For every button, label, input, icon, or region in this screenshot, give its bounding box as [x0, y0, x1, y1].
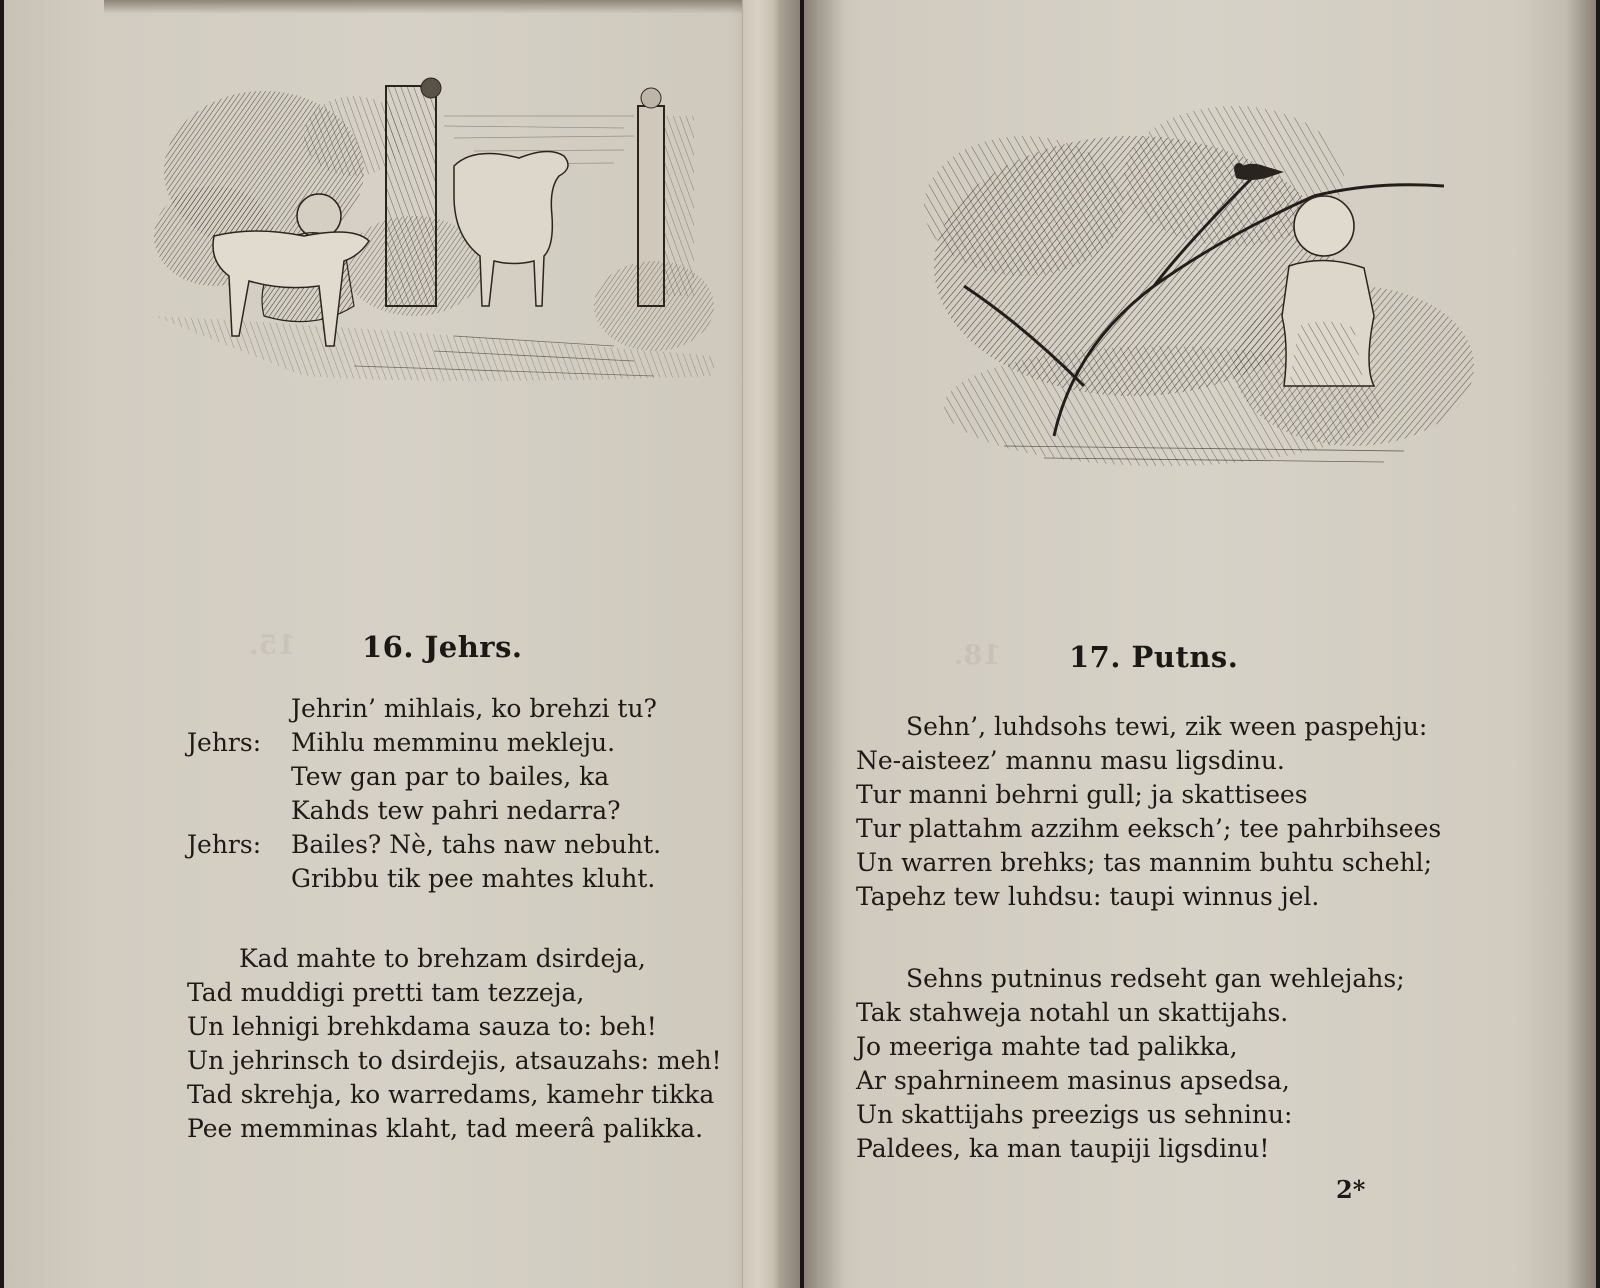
bleed-through-text: 15.	[249, 630, 296, 661]
stanza-1	[187, 692, 707, 896]
left-page	[4, 0, 800, 1288]
page-edges	[1566, 0, 1596, 1288]
stanza-1	[856, 710, 1456, 914]
verse-line: Ar spahrnineem masinus apsedsa,	[856, 1066, 1290, 1095]
page-edges	[742, 0, 781, 1288]
verse-line	[187, 794, 707, 828]
verse-text: Mihlu memminu mekleju.	[291, 728, 616, 757]
verse-line: Jo meeriga mahte tad palikka,	[856, 1032, 1238, 1061]
verse-line: Sehns putninus redseht gan wehlejahs;	[906, 964, 1405, 993]
verse-line	[187, 828, 707, 862]
boy-with-lambs-engraving-icon	[154, 76, 714, 406]
speaker-label: Jehrs:	[187, 830, 262, 859]
verse-line	[187, 862, 707, 896]
verse-line: Paldees, ka man taupiji ligsdinu!	[856, 1134, 1270, 1163]
left-illustration	[154, 76, 714, 406]
verse-line	[187, 692, 707, 726]
right-illustration	[904, 86, 1484, 486]
stanza-2	[856, 962, 1456, 1166]
verse-line: Tur plattahm azzihm eeksch’; tee pahrbihsees	[856, 814, 1442, 843]
verse-line: Sehn’, luhdsohs tewi, zik ween paspehju:	[906, 712, 1428, 741]
verse-line	[187, 760, 707, 794]
verse-line	[187, 726, 707, 760]
stanza-2	[187, 942, 727, 1146]
verse-line: Tak stahweja notahl un skattijahs.	[856, 998, 1289, 1027]
speaker-label: Jehrs:	[187, 728, 262, 757]
verse-text: Tew gan par to bailes, ka	[291, 762, 610, 791]
child-with-bird-bush-engraving-icon	[904, 86, 1484, 486]
poem-title: 17. Putns.	[1069, 640, 1239, 674]
page-number: 2*	[1336, 1175, 1366, 1204]
poem-title: 16. Jehrs.	[362, 630, 523, 664]
verse-line: Un warren brehks; tas mannim buhtu schehl;	[856, 848, 1433, 877]
verse-line: Un jehrinsch to dsirdejis, atsauzahs: meh!	[187, 1046, 722, 1075]
verse-line: Tur manni behrni gull; ja skattisees	[856, 780, 1308, 809]
gutter-shadow	[804, 0, 844, 1288]
verse-line: Pee memminas klaht, tad meerâ palikka.	[187, 1114, 704, 1143]
verse-text: Bailes? Nè, tahs naw nebuht.	[291, 830, 662, 859]
verse-line: Kad mahte to brehzam dsirdeja,	[239, 944, 646, 973]
verse-line: Un skattijahs preezigs us sehninu:	[856, 1100, 1293, 1129]
verse-line: Ne-aisteez’ mannu masu ligsdinu.	[856, 746, 1285, 775]
verse-text: Gribbu tik pee mahtes kluht.	[291, 864, 656, 893]
verse-line: Tapehz tew luhdsu: taupi winnus jel.	[856, 882, 1320, 911]
verse-line: Un lehnigi brehkdama sauza to: beh!	[187, 1012, 657, 1041]
right-page	[804, 0, 1596, 1288]
verse-text: Kahds tew pahri nedarra?	[291, 796, 621, 825]
page-stain	[104, 0, 744, 14]
verse-line: Tad skrehja, ko warredams, kamehr tikka	[187, 1080, 715, 1109]
verse-text: Jehrin’ mihlais, ko brehzi tu?	[291, 694, 657, 723]
verse-line: Tad muddigi pretti tam tezzeja,	[187, 978, 585, 1007]
bleed-through-text: 18.	[954, 640, 1001, 671]
